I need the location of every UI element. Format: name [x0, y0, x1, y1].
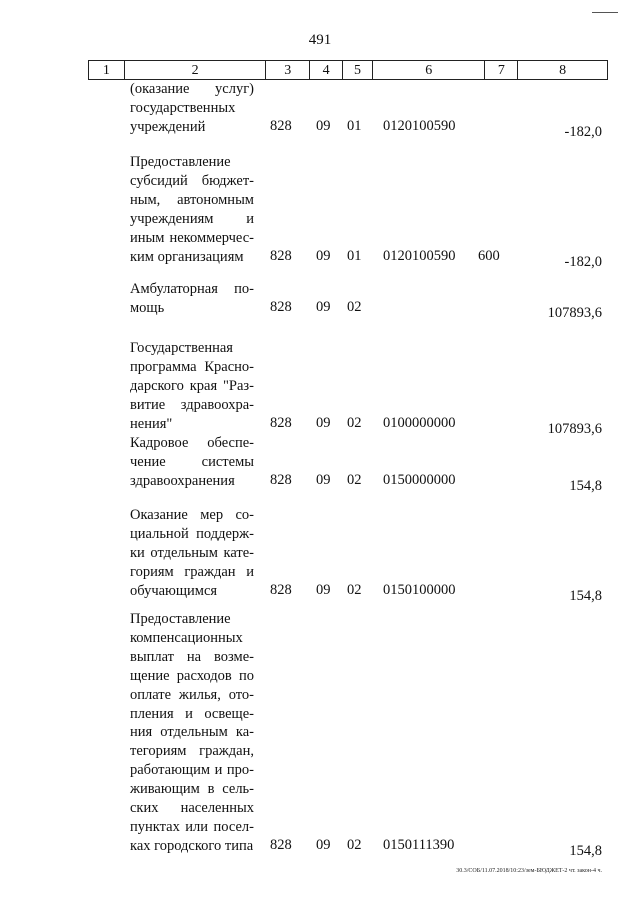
cell-c8: -182,0	[564, 253, 602, 270]
header-col-7: 7	[485, 61, 518, 79]
cell-c4: 09	[316, 471, 331, 488]
row-name-line: пунктах или посел-	[130, 818, 254, 835]
row-name-line: нения"	[130, 415, 173, 432]
cell-c7: 600	[478, 247, 500, 264]
row-name-line: щение расходов по	[130, 667, 254, 684]
cell-c5: 02	[347, 581, 362, 598]
row-name-line: здравоохранения	[130, 472, 235, 489]
header-col-3: 3	[266, 61, 310, 79]
row-name	[130, 434, 254, 491]
row-name	[130, 506, 254, 601]
row-name	[130, 80, 254, 137]
row-name-line: живающим в сель-	[130, 781, 254, 798]
cell-c4: 09	[316, 298, 331, 315]
row-name-line: Предоставление	[130, 611, 231, 627]
header-col-4: 4	[310, 61, 343, 79]
row-name	[130, 339, 254, 434]
row-name-line: работающим и про-	[130, 762, 254, 779]
header-col-6: 6	[373, 61, 486, 79]
row-name-line: тегориям граждан,	[130, 743, 254, 760]
cell-c5: 01	[347, 247, 362, 264]
row-name-line: компенсационных	[130, 629, 243, 646]
cell-c4: 09	[316, 117, 331, 134]
row-name-line: ках городского типа	[130, 837, 254, 854]
cell-c8: 154,8	[569, 842, 602, 859]
row-name-line: мощь	[130, 299, 165, 316]
row-name-line: оплате жилья, ото-	[130, 686, 254, 703]
header-col-5: 5	[343, 61, 373, 79]
row-name-line: Кадровое обеспе-	[130, 435, 254, 451]
cell-c6: 0120100590	[383, 117, 456, 134]
cell-c3: 828	[270, 117, 292, 134]
corner-mark	[592, 12, 618, 13]
row-name-line: ким организациям	[130, 248, 244, 265]
cell-c8: 107893,6	[547, 420, 602, 437]
row-name-line: ки отдельным кате-	[130, 544, 254, 561]
cell-c3: 828	[270, 836, 292, 853]
row-name-line: ния отдельным ка-	[130, 724, 254, 741]
cell-c5: 02	[347, 414, 362, 431]
cell-c8: 107893,6	[547, 304, 602, 321]
header-col-1: 1	[89, 61, 125, 79]
row-name	[130, 610, 254, 856]
row-name-line: чение системы	[130, 453, 254, 470]
footer-stamp: 30.3/СОБ/11.07.2018/10:23/зем-БЮДЖЕТ-2 чт. закон-4 ч.	[456, 868, 602, 874]
header-col-2: 2	[125, 61, 266, 79]
cell-c6: 0120100590	[383, 247, 456, 264]
row-name	[130, 153, 254, 266]
cell-c5: 02	[347, 298, 362, 315]
row-name-line: циальной поддерж-	[130, 525, 254, 542]
cell-c4: 09	[316, 414, 331, 431]
cell-c8: 154,8	[569, 587, 602, 604]
cell-c3: 828	[270, 298, 292, 315]
cell-c3: 828	[270, 414, 292, 431]
row-name-line: (оказание услуг)	[130, 81, 254, 97]
row-name-line: Предоставление	[130, 154, 231, 170]
table-header	[88, 60, 608, 80]
cell-c3: 828	[270, 247, 292, 264]
row-name-line: ным, автономным	[130, 191, 254, 208]
cell-c4: 09	[316, 836, 331, 853]
cell-c8: 154,8	[569, 477, 602, 494]
cell-c5: 01	[347, 117, 362, 134]
cell-c3: 828	[270, 581, 292, 598]
row-name-line: иным некоммерчес-	[130, 229, 254, 246]
cell-c6: 0100000000	[383, 414, 456, 431]
cell-c3: 828	[270, 471, 292, 488]
cell-c5: 02	[347, 836, 362, 853]
row-name-line: учреждениям и	[130, 210, 254, 227]
cell-c6: 0150100000	[383, 581, 456, 598]
row-name	[130, 280, 254, 318]
row-name-line: субсидий бюджет-	[130, 172, 254, 189]
header-col-8: 8	[559, 63, 567, 78]
row-name-line: программа Красно-	[130, 358, 254, 375]
row-name-line: дарского края "Раз-	[130, 377, 254, 394]
page-number: 491	[308, 32, 332, 48]
row-name-line: ских населенных	[130, 800, 254, 817]
row-name-line: выплат на возме-	[130, 648, 254, 665]
cell-c6: 0150111390	[383, 836, 455, 853]
cell-c4: 09	[316, 247, 331, 264]
row-name-line: пления и освеще-	[130, 705, 254, 722]
row-name-line: гориям граждан и	[130, 563, 254, 580]
cell-c4: 09	[316, 581, 331, 598]
row-name-line: учреждений	[130, 118, 206, 135]
cell-c6: 0150000000	[383, 471, 456, 488]
row-name-line: Оказание мер со-	[130, 507, 254, 523]
cell-c8: -182,0	[564, 123, 602, 140]
row-name-line: обучающимся	[130, 582, 218, 599]
cell-c5: 02	[347, 471, 362, 488]
row-name-line: Амбулаторная по-	[130, 281, 254, 297]
row-name-line: Государственная	[130, 340, 233, 356]
row-name-line: витие здравоохра-	[130, 396, 254, 413]
row-name-line: государственных	[130, 99, 236, 116]
